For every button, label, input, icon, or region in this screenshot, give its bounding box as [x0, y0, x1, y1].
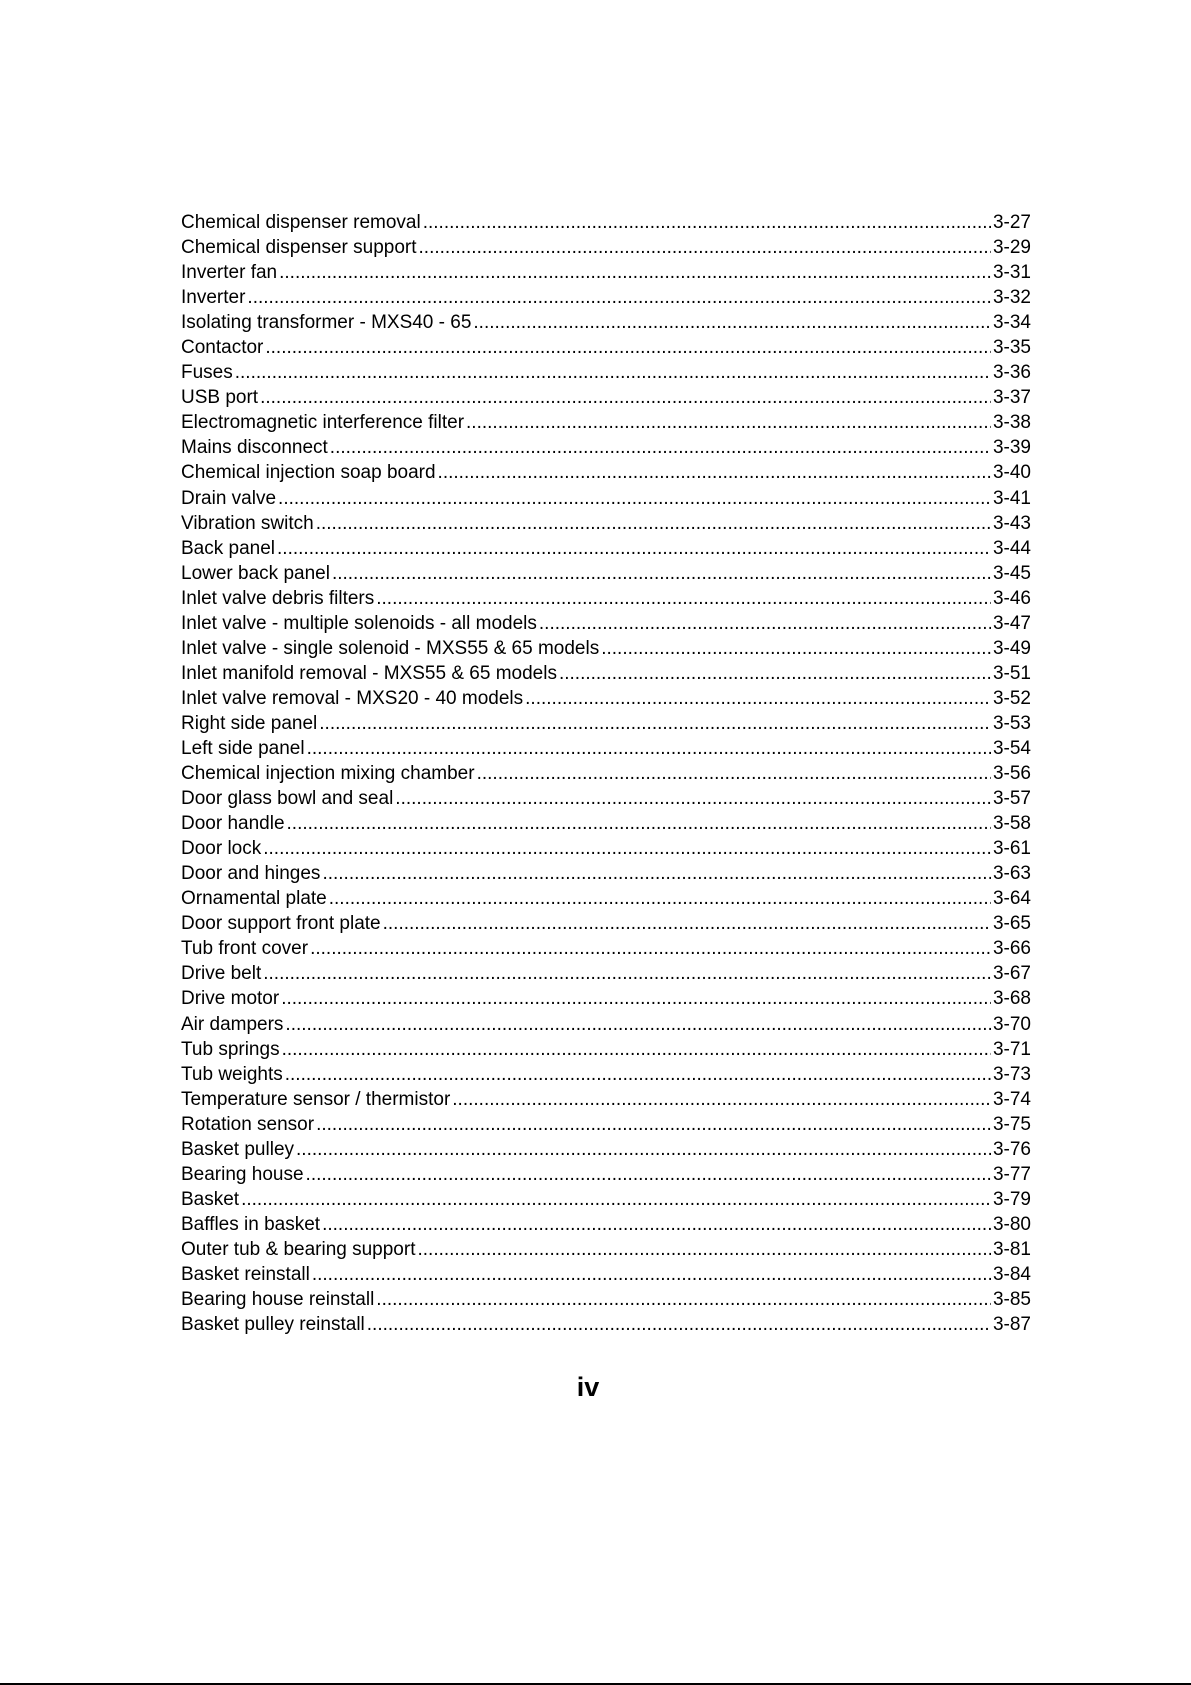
toc-dot-leader [278, 486, 991, 511]
toc-entry[interactable] [181, 1287, 1031, 1312]
toc-dot-leader [260, 385, 991, 410]
toc-entry[interactable] [181, 786, 1031, 811]
toc-entry-title: Electromagnetic interference filter [181, 412, 465, 434]
toc-entry-page: 3-81 [992, 1238, 1031, 1260]
toc-dot-leader [241, 1187, 991, 1212]
toc-entry[interactable] [181, 811, 1031, 836]
toc-dot-leader [322, 861, 991, 886]
toc-entry[interactable] [181, 636, 1031, 661]
toc-entry[interactable] [181, 1162, 1031, 1187]
toc-entry-page: 3-74 [992, 1088, 1031, 1110]
toc-entry-page: 3-54 [992, 737, 1031, 759]
toc-entry-title: Basket [181, 1188, 240, 1210]
toc-entry-title: Air dampers [181, 1013, 284, 1035]
toc-entry[interactable] [181, 586, 1031, 611]
toc-entry[interactable] [181, 1062, 1031, 1087]
toc-entry[interactable] [181, 661, 1031, 686]
toc-dot-leader [419, 235, 991, 260]
toc-entry-page: 3-80 [992, 1213, 1031, 1235]
toc-dot-leader [376, 586, 991, 611]
toc-entry[interactable] [181, 611, 1031, 636]
toc-entry-title: Left side panel [181, 737, 305, 759]
toc-entry[interactable] [181, 1187, 1031, 1212]
toc-dot-leader [466, 410, 991, 435]
toc-entry[interactable] [181, 1212, 1031, 1237]
toc-entry-page: 3-66 [992, 938, 1031, 960]
toc-entry-page: 3-84 [992, 1263, 1031, 1285]
toc-entry-title: Basket pulley [181, 1138, 295, 1160]
toc-entry-title: Inlet valve - multiple solenoids - all models [181, 612, 537, 634]
toc-entry[interactable] [181, 986, 1031, 1011]
toc-entry[interactable] [181, 210, 1031, 235]
toc-dot-leader [296, 1137, 991, 1162]
toc-dot-leader [322, 1212, 991, 1237]
toc-dot-leader [452, 1087, 991, 1112]
toc-entry-page: 3-45 [992, 562, 1031, 584]
toc-entry[interactable] [181, 536, 1031, 561]
toc-dot-leader [265, 335, 991, 360]
toc-entry-page: 3-65 [992, 913, 1031, 935]
toc-entry[interactable] [181, 1312, 1031, 1337]
toc-entry-page: 3-71 [992, 1038, 1031, 1060]
toc-entry-title: Chemical dispenser support [181, 237, 417, 259]
toc-entry-page: 3-79 [992, 1188, 1031, 1210]
toc-dot-leader [367, 1312, 991, 1337]
toc-entry-page: 3-53 [992, 712, 1031, 734]
toc-entry-title: Basket reinstall [181, 1263, 310, 1285]
toc-entry-page: 3-57 [992, 788, 1031, 810]
toc-entry-page: 3-43 [992, 512, 1031, 534]
toc-dot-leader [281, 986, 991, 1011]
toc-entry-title: USB port [181, 387, 259, 409]
toc-entry[interactable] [181, 836, 1031, 861]
toc-entry-title: Outer tub & bearing support [181, 1238, 416, 1260]
toc-dot-leader [477, 761, 991, 786]
toc-entry-title: Isolating transformer - MXS40 - 65 [181, 312, 472, 334]
toc-dot-leader [247, 285, 991, 310]
toc-entry-title: Drain valve [181, 487, 277, 509]
toc-entry[interactable] [181, 561, 1031, 586]
toc-entry[interactable] [181, 486, 1031, 511]
toc-dot-leader [383, 911, 991, 936]
toc-entry[interactable] [181, 1262, 1031, 1287]
toc-entry-page: 3-75 [992, 1113, 1031, 1135]
toc-dot-leader [329, 886, 991, 911]
toc-entry-page: 3-63 [992, 863, 1031, 885]
toc-entry-title: Drive motor [181, 988, 280, 1010]
toc-dot-leader [539, 611, 991, 636]
toc-entry[interactable] [181, 1037, 1031, 1062]
toc-dot-leader [316, 511, 991, 536]
toc-entry-title: Mains disconnect [181, 437, 328, 459]
toc-dot-leader [438, 460, 991, 485]
table-of-contents [181, 210, 1031, 1337]
toc-entry-page: 3-85 [992, 1289, 1031, 1311]
toc-entry-page: 3-41 [992, 487, 1031, 509]
toc-entry[interactable] [181, 736, 1031, 761]
toc-entry-page: 3-34 [992, 312, 1031, 334]
toc-entry[interactable] [181, 861, 1031, 886]
toc-entry-title: Inlet manifold removal - MXS55 & 65 models [181, 662, 557, 684]
toc-entry-page: 3-47 [992, 612, 1031, 634]
toc-entry-page: 3-56 [992, 763, 1031, 785]
toc-dot-leader [263, 961, 991, 986]
toc-entry-page: 3-87 [992, 1314, 1031, 1336]
toc-entry[interactable] [181, 686, 1031, 711]
toc-entry-page: 3-35 [992, 337, 1031, 359]
toc-entry[interactable] [181, 1012, 1031, 1037]
toc-entry-title: Tub weights [181, 1063, 283, 1085]
toc-entry-title: Back panel [181, 537, 276, 559]
toc-entry[interactable] [181, 1087, 1031, 1112]
toc-dot-leader [279, 260, 991, 285]
toc-entry-page: 3-68 [992, 988, 1031, 1010]
toc-entry-title: Inverter fan [181, 262, 278, 284]
toc-entry-page: 3-73 [992, 1063, 1031, 1085]
toc-entry[interactable] [181, 360, 1031, 385]
toc-dot-leader [473, 310, 991, 335]
toc-entry-title: Vibration switch [181, 512, 314, 534]
toc-dot-leader [601, 636, 991, 661]
toc-entry-page: 3-31 [992, 262, 1031, 284]
toc-entry-title: Baffles in basket [181, 1213, 321, 1235]
toc-entry-page: 3-52 [992, 687, 1031, 709]
toc-entry[interactable] [181, 385, 1031, 410]
toc-entry[interactable] [181, 235, 1031, 260]
toc-entry-page: 3-67 [992, 963, 1031, 985]
toc-entry[interactable] [181, 936, 1031, 961]
toc-entry[interactable] [181, 260, 1031, 285]
toc-dot-leader [287, 811, 991, 836]
toc-entry-page: 3-37 [992, 387, 1031, 409]
toc-entry-title: Right side panel [181, 712, 318, 734]
toc-entry-page: 3-38 [992, 412, 1031, 434]
toc-entry-page: 3-27 [992, 212, 1031, 233]
toc-entry[interactable] [181, 886, 1031, 911]
toc-entry-title: Inlet valve removal - MXS20 - 40 models [181, 687, 524, 709]
toc-entry-page: 3-64 [992, 888, 1031, 910]
toc-entry-page: 3-39 [992, 437, 1031, 459]
toc-dot-leader [417, 1237, 990, 1262]
toc-dot-leader [376, 1287, 991, 1312]
toc-entry-page: 3-77 [992, 1163, 1031, 1185]
toc-dot-leader [319, 711, 991, 736]
toc-entry[interactable] [181, 335, 1031, 360]
toc-entry-title: Basket pulley reinstall [181, 1314, 365, 1336]
toc-dot-leader [395, 786, 991, 811]
toc-dot-leader [559, 661, 991, 686]
toc-entry[interactable] [181, 435, 1031, 460]
toc-entry-title: Chemical dispenser removal [181, 212, 421, 233]
toc-entry-title: Tub springs [181, 1038, 280, 1060]
toc-entry-page: 3-46 [992, 587, 1031, 609]
page-number: iv [576, 1372, 600, 1402]
toc-entry-title: Inlet valve debris filters [181, 587, 375, 609]
toc-entry[interactable] [181, 1237, 1031, 1262]
toc-dot-leader [307, 736, 991, 761]
toc-entry[interactable] [181, 511, 1031, 536]
toc-dot-leader [330, 435, 991, 460]
toc-entry-title: Fuses [181, 362, 233, 384]
toc-dot-leader [316, 1112, 991, 1137]
toc-dot-leader [525, 686, 991, 711]
toc-entry-title: Inlet valve - single solenoid - MXS55 & 65 models [181, 637, 600, 659]
toc-dot-leader [332, 561, 991, 586]
toc-entry-title: Door lock [181, 838, 262, 860]
toc-entry-page: 3-61 [992, 838, 1031, 860]
toc-entry-page: 3-36 [992, 362, 1031, 384]
toc-entry[interactable] [181, 410, 1031, 435]
toc-entry-page: 3-44 [992, 537, 1031, 559]
toc-entry-title: Ornamental plate [181, 888, 327, 910]
toc-entry-title: Door and hinges [181, 863, 321, 885]
toc-entry-page: 3-51 [992, 662, 1031, 684]
toc-entry-page: 3-32 [992, 287, 1031, 309]
toc-entry-page: 3-49 [992, 637, 1031, 659]
toc-entry-title: Lower back panel [181, 562, 330, 584]
toc-entry-title: Bearing house reinstall [181, 1289, 375, 1311]
toc-dot-leader [312, 1262, 991, 1287]
toc-entry-page: 3-76 [992, 1138, 1031, 1160]
toc-dot-leader [263, 836, 991, 861]
toc-entry[interactable] [181, 310, 1031, 335]
toc-entry-page: 3-70 [992, 1013, 1031, 1035]
toc-entry[interactable] [181, 761, 1031, 786]
toc-entry-title: Door glass bowl and seal [181, 788, 394, 810]
toc-entry-title: Door support front plate [181, 913, 381, 935]
toc-entry-page: 3-40 [992, 462, 1031, 484]
toc-dot-leader [277, 536, 991, 561]
toc-entry-page: 3-58 [992, 813, 1031, 835]
toc-entry[interactable] [181, 1137, 1031, 1162]
toc-entry-title: Contactor [181, 337, 264, 359]
toc-entry-title: Inverter [181, 287, 246, 309]
toc-dot-leader [310, 936, 991, 961]
toc-entry-title: Chemical injection soap board [181, 462, 436, 484]
toc-entry-title: Temperature sensor / thermistor [181, 1088, 451, 1110]
toc-entry-title: Tub front cover [181, 938, 309, 960]
toc-entry-title: Door handle [181, 813, 285, 835]
toc-entry-title: Rotation sensor [181, 1113, 315, 1135]
toc-entry[interactable] [181, 911, 1031, 936]
toc-dot-leader [306, 1162, 991, 1187]
toc-entry-title: Drive belt [181, 963, 262, 985]
toc-entry-title: Bearing house [181, 1163, 304, 1185]
toc-dot-leader [235, 360, 991, 385]
toc-entry[interactable] [181, 711, 1031, 736]
toc-dot-leader [423, 210, 991, 235]
toc-entry[interactable] [181, 1112, 1031, 1137]
toc-entry-page: 3-29 [992, 237, 1031, 259]
toc-dot-leader [285, 1012, 991, 1037]
toc-entry[interactable] [181, 961, 1031, 986]
toc-dot-leader [282, 1037, 991, 1062]
toc-entry-title: Chemical injection mixing chamber [181, 763, 475, 785]
toc-entry[interactable] [181, 460, 1031, 485]
toc-dot-leader [285, 1062, 991, 1087]
toc-entry[interactable] [181, 285, 1031, 310]
